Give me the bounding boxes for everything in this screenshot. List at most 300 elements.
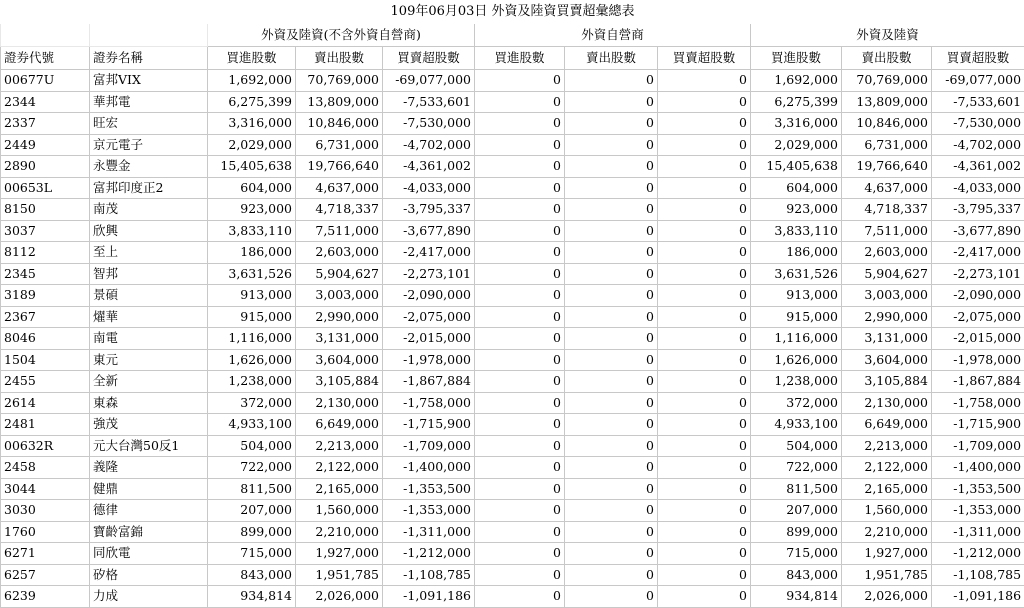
dealer-net-cell: 0 bbox=[658, 199, 751, 221]
dealer-buy-cell: 0 bbox=[475, 199, 565, 221]
buy-shares-cell: 504,000 bbox=[208, 435, 296, 457]
total-net-cell: -4,702,000 bbox=[932, 134, 1024, 156]
total-sell-cell: 3,604,000 bbox=[842, 349, 932, 371]
sell-shares-cell: 1,560,000 bbox=[296, 500, 383, 522]
total-sell-cell: 2,213,000 bbox=[842, 435, 932, 457]
net-shares-cell: -1,867,884 bbox=[383, 371, 475, 393]
stock-name-cell: 健鼎 bbox=[90, 478, 208, 500]
stock-code-cell: 2367 bbox=[1, 306, 90, 328]
buy-shares-cell: 372,000 bbox=[208, 392, 296, 414]
dealer-sell-cell: 0 bbox=[565, 177, 658, 199]
total-buy-cell: 6,275,399 bbox=[751, 91, 842, 113]
dealer-buy-cell: 0 bbox=[475, 70, 565, 92]
total-sell-cell: 70,769,000 bbox=[842, 70, 932, 92]
column-header-buy: 買進股數 bbox=[751, 47, 842, 70]
total-sell-cell: 2,130,000 bbox=[842, 392, 932, 414]
net-shares-cell: -2,273,101 bbox=[383, 263, 475, 285]
table-row bbox=[1, 134, 1024, 156]
stock-name-cell: 全新 bbox=[90, 371, 208, 393]
dealer-sell-cell: 0 bbox=[565, 435, 658, 457]
table-row bbox=[1, 113, 1024, 135]
stock-code-cell: 2614 bbox=[1, 392, 90, 414]
stock-name-cell: 永豐金 bbox=[90, 156, 208, 178]
stock-code-cell: 3037 bbox=[1, 220, 90, 242]
total-net-cell: -1,212,000 bbox=[932, 543, 1024, 565]
group-header-foreign-dealer: 外資自營商 bbox=[475, 24, 751, 47]
column-header-sell: 賣出股數 bbox=[565, 47, 658, 70]
sell-shares-cell: 2,026,000 bbox=[296, 586, 383, 608]
stock-code-cell: 2458 bbox=[1, 457, 90, 479]
sell-shares-cell: 6,731,000 bbox=[296, 134, 383, 156]
column-header-net: 買賣超股數 bbox=[383, 47, 475, 70]
stock-name-cell: 欣興 bbox=[90, 220, 208, 242]
total-net-cell: -1,400,000 bbox=[932, 457, 1024, 479]
stock-code-cell: 8046 bbox=[1, 328, 90, 350]
total-sell-cell: 5,904,627 bbox=[842, 263, 932, 285]
buy-shares-cell: 913,000 bbox=[208, 285, 296, 307]
dealer-net-cell: 0 bbox=[658, 70, 751, 92]
stock-name-cell: 華邦電 bbox=[90, 91, 208, 113]
total-buy-cell: 915,000 bbox=[751, 306, 842, 328]
total-net-cell: -1,353,500 bbox=[932, 478, 1024, 500]
total-net-cell: -4,033,000 bbox=[932, 177, 1024, 199]
dealer-net-cell: 0 bbox=[658, 263, 751, 285]
total-sell-cell: 6,649,000 bbox=[842, 414, 932, 436]
dealer-sell-cell: 0 bbox=[565, 156, 658, 178]
stock-code-cell: 3044 bbox=[1, 478, 90, 500]
stock-code-cell: 8150 bbox=[1, 199, 90, 221]
stock-code-cell: 2455 bbox=[1, 371, 90, 393]
table-row bbox=[1, 199, 1024, 221]
stock-code-cell: 2481 bbox=[1, 414, 90, 436]
dealer-net-cell: 0 bbox=[658, 113, 751, 135]
total-net-cell: -1,758,000 bbox=[932, 392, 1024, 414]
total-net-cell: -1,867,884 bbox=[932, 371, 1024, 393]
sell-shares-cell: 2,130,000 bbox=[296, 392, 383, 414]
buy-shares-cell: 3,316,000 bbox=[208, 113, 296, 135]
dealer-sell-cell: 0 bbox=[565, 521, 658, 543]
group-header-foreign-total: 外資及陸資 bbox=[751, 24, 1024, 47]
buy-shares-cell: 923,000 bbox=[208, 199, 296, 221]
dealer-buy-cell: 0 bbox=[475, 500, 565, 522]
total-buy-cell: 1,116,000 bbox=[751, 328, 842, 350]
dealer-sell-cell: 0 bbox=[565, 306, 658, 328]
dealer-buy-cell: 0 bbox=[475, 478, 565, 500]
net-shares-cell: -2,015,000 bbox=[383, 328, 475, 350]
net-shares-cell: -1,758,000 bbox=[383, 392, 475, 414]
net-shares-cell: -1,715,900 bbox=[383, 414, 475, 436]
total-buy-cell: 372,000 bbox=[751, 392, 842, 414]
total-net-cell: -3,677,890 bbox=[932, 220, 1024, 242]
dealer-buy-cell: 0 bbox=[475, 349, 565, 371]
stock-code-cell: 00632R bbox=[1, 435, 90, 457]
table-row bbox=[1, 457, 1024, 479]
total-sell-cell: 6,731,000 bbox=[842, 134, 932, 156]
total-sell-cell: 4,637,000 bbox=[842, 177, 932, 199]
dealer-sell-cell: 0 bbox=[565, 543, 658, 565]
dealer-net-cell: 0 bbox=[658, 478, 751, 500]
blank-cell bbox=[90, 24, 208, 47]
table-row bbox=[1, 478, 1024, 500]
dealer-buy-cell: 0 bbox=[475, 91, 565, 113]
dealer-sell-cell: 0 bbox=[565, 457, 658, 479]
buy-shares-cell: 1,692,000 bbox=[208, 70, 296, 92]
sell-shares-cell: 70,769,000 bbox=[296, 70, 383, 92]
buy-shares-cell: 4,933,100 bbox=[208, 414, 296, 436]
dealer-net-cell: 0 bbox=[658, 328, 751, 350]
stock-name-cell: 景碩 bbox=[90, 285, 208, 307]
total-buy-cell: 1,692,000 bbox=[751, 70, 842, 92]
total-sell-cell: 2,603,000 bbox=[842, 242, 932, 264]
net-shares-cell: -1,709,000 bbox=[383, 435, 475, 457]
stock-name-cell: 南電 bbox=[90, 328, 208, 350]
stock-name-cell: 智邦 bbox=[90, 263, 208, 285]
net-shares-cell: -4,033,000 bbox=[383, 177, 475, 199]
sell-shares-cell: 2,213,000 bbox=[296, 435, 383, 457]
dealer-net-cell: 0 bbox=[658, 306, 751, 328]
total-sell-cell: 2,122,000 bbox=[842, 457, 932, 479]
total-net-cell: -1,091,186 bbox=[932, 586, 1024, 608]
dealer-sell-cell: 0 bbox=[565, 134, 658, 156]
dealer-buy-cell: 0 bbox=[475, 457, 565, 479]
group-header-foreign-excl-dealer: 外資及陸資(不含外資自營商) bbox=[208, 24, 475, 47]
net-shares-cell: -1,400,000 bbox=[383, 457, 475, 479]
total-net-cell: -69,077,000 bbox=[932, 70, 1024, 92]
stock-code-cell: 2337 bbox=[1, 113, 90, 135]
dealer-net-cell: 0 bbox=[658, 349, 751, 371]
total-buy-cell: 15,405,638 bbox=[751, 156, 842, 178]
stock-code-cell: 6239 bbox=[1, 586, 90, 608]
total-net-cell: -1,709,000 bbox=[932, 435, 1024, 457]
stock-name-cell: 旺宏 bbox=[90, 113, 208, 135]
dealer-buy-cell: 0 bbox=[475, 134, 565, 156]
table-row bbox=[1, 349, 1024, 371]
total-sell-cell: 7,511,000 bbox=[842, 220, 932, 242]
buy-shares-cell: 811,500 bbox=[208, 478, 296, 500]
stock-code-cell: 3189 bbox=[1, 285, 90, 307]
total-net-cell: -1,108,785 bbox=[932, 564, 1024, 586]
stock-name-cell: 至上 bbox=[90, 242, 208, 264]
sell-shares-cell: 4,637,000 bbox=[296, 177, 383, 199]
total-sell-cell: 13,809,000 bbox=[842, 91, 932, 113]
total-net-cell: -3,795,337 bbox=[932, 199, 1024, 221]
table-row bbox=[1, 328, 1024, 350]
stock-name-cell: 同欣電 bbox=[90, 543, 208, 565]
stock-code-cell: 00677U bbox=[1, 70, 90, 92]
total-buy-cell: 1,626,000 bbox=[751, 349, 842, 371]
dealer-buy-cell: 0 bbox=[475, 156, 565, 178]
table-row bbox=[1, 242, 1024, 264]
total-net-cell: -1,311,000 bbox=[932, 521, 1024, 543]
buy-shares-cell: 2,029,000 bbox=[208, 134, 296, 156]
stock-name-cell: 京元電子 bbox=[90, 134, 208, 156]
dealer-net-cell: 0 bbox=[658, 242, 751, 264]
dealer-sell-cell: 0 bbox=[565, 91, 658, 113]
total-buy-cell: 3,316,000 bbox=[751, 113, 842, 135]
sell-shares-cell: 13,809,000 bbox=[296, 91, 383, 113]
total-sell-cell: 2,990,000 bbox=[842, 306, 932, 328]
dealer-buy-cell: 0 bbox=[475, 177, 565, 199]
dealer-buy-cell: 0 bbox=[475, 263, 565, 285]
net-shares-cell: -1,212,000 bbox=[383, 543, 475, 565]
dealer-net-cell: 0 bbox=[658, 220, 751, 242]
sell-shares-cell: 5,904,627 bbox=[296, 263, 383, 285]
stock-code-cell: 2890 bbox=[1, 156, 90, 178]
net-shares-cell: -7,530,000 bbox=[383, 113, 475, 135]
buy-shares-cell: 6,275,399 bbox=[208, 91, 296, 113]
buy-shares-cell: 3,631,526 bbox=[208, 263, 296, 285]
dealer-sell-cell: 0 bbox=[565, 263, 658, 285]
net-shares-cell: -1,108,785 bbox=[383, 564, 475, 586]
dealer-sell-cell: 0 bbox=[565, 500, 658, 522]
dealer-sell-cell: 0 bbox=[565, 478, 658, 500]
sell-shares-cell: 6,649,000 bbox=[296, 414, 383, 436]
total-net-cell: -1,715,900 bbox=[932, 414, 1024, 436]
buy-shares-cell: 715,000 bbox=[208, 543, 296, 565]
dealer-buy-cell: 0 bbox=[475, 113, 565, 135]
dealer-net-cell: 0 bbox=[658, 564, 751, 586]
total-net-cell: -2,090,000 bbox=[932, 285, 1024, 307]
sell-shares-cell: 3,131,000 bbox=[296, 328, 383, 350]
table-row bbox=[1, 543, 1024, 565]
net-shares-cell: -4,702,000 bbox=[383, 134, 475, 156]
net-shares-cell: -2,075,000 bbox=[383, 306, 475, 328]
dealer-buy-cell: 0 bbox=[475, 328, 565, 350]
table-row bbox=[1, 70, 1024, 92]
sell-shares-cell: 2,990,000 bbox=[296, 306, 383, 328]
table-row bbox=[1, 285, 1024, 307]
total-buy-cell: 722,000 bbox=[751, 457, 842, 479]
table-row bbox=[1, 586, 1024, 608]
dealer-sell-cell: 0 bbox=[565, 242, 658, 264]
net-shares-cell: -2,090,000 bbox=[383, 285, 475, 307]
dealer-net-cell: 0 bbox=[658, 435, 751, 457]
dealer-sell-cell: 0 bbox=[565, 328, 658, 350]
table-row bbox=[1, 500, 1024, 522]
net-shares-cell: -3,677,890 bbox=[383, 220, 475, 242]
sell-shares-cell: 1,927,000 bbox=[296, 543, 383, 565]
table-title: 109年06月03日 外資及陸資買賣超彙總表 bbox=[1, 1, 1024, 24]
total-net-cell: -4,361,002 bbox=[932, 156, 1024, 178]
blank-cell bbox=[1, 24, 90, 47]
stock-code-cell: 8112 bbox=[1, 242, 90, 264]
net-shares-cell: -1,353,000 bbox=[383, 500, 475, 522]
stock-name-cell: 矽格 bbox=[90, 564, 208, 586]
total-buy-cell: 604,000 bbox=[751, 177, 842, 199]
buy-shares-cell: 1,238,000 bbox=[208, 371, 296, 393]
table-row bbox=[1, 156, 1024, 178]
buy-shares-cell: 1,116,000 bbox=[208, 328, 296, 350]
column-header-code: 證券代號 bbox=[1, 47, 90, 70]
stock-code-cell: 1504 bbox=[1, 349, 90, 371]
total-sell-cell: 2,165,000 bbox=[842, 478, 932, 500]
dealer-sell-cell: 0 bbox=[565, 349, 658, 371]
dealer-sell-cell: 0 bbox=[565, 113, 658, 135]
sell-shares-cell: 2,603,000 bbox=[296, 242, 383, 264]
dealer-net-cell: 0 bbox=[658, 500, 751, 522]
net-shares-cell: -69,077,000 bbox=[383, 70, 475, 92]
dealer-sell-cell: 0 bbox=[565, 220, 658, 242]
total-buy-cell: 504,000 bbox=[751, 435, 842, 457]
table-row bbox=[1, 414, 1024, 436]
sell-shares-cell: 3,604,000 bbox=[296, 349, 383, 371]
dealer-net-cell: 0 bbox=[658, 371, 751, 393]
dealer-buy-cell: 0 bbox=[475, 285, 565, 307]
total-sell-cell: 3,105,884 bbox=[842, 371, 932, 393]
column-header-buy: 買進股數 bbox=[208, 47, 296, 70]
title-row bbox=[1, 1, 1024, 24]
buy-shares-cell: 722,000 bbox=[208, 457, 296, 479]
group-header-row bbox=[1, 24, 1024, 47]
total-net-cell: -2,417,000 bbox=[932, 242, 1024, 264]
buy-shares-cell: 3,833,110 bbox=[208, 220, 296, 242]
total-net-cell: -2,273,101 bbox=[932, 263, 1024, 285]
column-header-name: 證券名稱 bbox=[90, 47, 208, 70]
total-buy-cell: 2,029,000 bbox=[751, 134, 842, 156]
dealer-net-cell: 0 bbox=[658, 392, 751, 414]
dealer-buy-cell: 0 bbox=[475, 414, 565, 436]
net-shares-cell: -3,795,337 bbox=[383, 199, 475, 221]
table-row bbox=[1, 435, 1024, 457]
sell-shares-cell: 3,105,884 bbox=[296, 371, 383, 393]
net-shares-cell: -1,353,500 bbox=[383, 478, 475, 500]
table-row bbox=[1, 263, 1024, 285]
net-shares-cell: -2,417,000 bbox=[383, 242, 475, 264]
stock-code-cell: 2449 bbox=[1, 134, 90, 156]
total-sell-cell: 2,210,000 bbox=[842, 521, 932, 543]
buy-shares-cell: 1,626,000 bbox=[208, 349, 296, 371]
stock-name-cell: 燿華 bbox=[90, 306, 208, 328]
dealer-sell-cell: 0 bbox=[565, 199, 658, 221]
table-row bbox=[1, 392, 1024, 414]
column-header-buy: 買進股數 bbox=[475, 47, 565, 70]
dealer-net-cell: 0 bbox=[658, 177, 751, 199]
stock-name-cell: 富邦印度正2 bbox=[90, 177, 208, 199]
dealer-buy-cell: 0 bbox=[475, 543, 565, 565]
dealer-buy-cell: 0 bbox=[475, 371, 565, 393]
dealer-sell-cell: 0 bbox=[565, 285, 658, 307]
sell-shares-cell: 2,165,000 bbox=[296, 478, 383, 500]
sell-shares-cell: 2,122,000 bbox=[296, 457, 383, 479]
total-buy-cell: 811,500 bbox=[751, 478, 842, 500]
stock-code-cell: 6271 bbox=[1, 543, 90, 565]
net-shares-cell: -7,533,601 bbox=[383, 91, 475, 113]
total-net-cell: -1,978,000 bbox=[932, 349, 1024, 371]
dealer-buy-cell: 0 bbox=[475, 586, 565, 608]
stock-name-cell: 南茂 bbox=[90, 199, 208, 221]
dealer-net-cell: 0 bbox=[658, 285, 751, 307]
stock-code-cell: 2344 bbox=[1, 91, 90, 113]
total-net-cell: -7,530,000 bbox=[932, 113, 1024, 135]
stock-name-cell: 力成 bbox=[90, 586, 208, 608]
buy-shares-cell: 899,000 bbox=[208, 521, 296, 543]
total-buy-cell: 1,238,000 bbox=[751, 371, 842, 393]
stock-name-cell: 東森 bbox=[90, 392, 208, 414]
dealer-net-cell: 0 bbox=[658, 521, 751, 543]
stock-code-cell: 00653L bbox=[1, 177, 90, 199]
buy-shares-cell: 15,405,638 bbox=[208, 156, 296, 178]
sell-shares-cell: 3,003,000 bbox=[296, 285, 383, 307]
stock-name-cell: 寶齡富錦 bbox=[90, 521, 208, 543]
dealer-sell-cell: 0 bbox=[565, 371, 658, 393]
buy-shares-cell: 843,000 bbox=[208, 564, 296, 586]
total-sell-cell: 4,718,337 bbox=[842, 199, 932, 221]
buy-shares-cell: 915,000 bbox=[208, 306, 296, 328]
sell-shares-cell: 4,718,337 bbox=[296, 199, 383, 221]
sell-shares-cell: 2,210,000 bbox=[296, 521, 383, 543]
total-buy-cell: 3,631,526 bbox=[751, 263, 842, 285]
stock-code-cell: 6257 bbox=[1, 564, 90, 586]
table-row bbox=[1, 371, 1024, 393]
dealer-buy-cell: 0 bbox=[475, 521, 565, 543]
total-net-cell: -2,015,000 bbox=[932, 328, 1024, 350]
stock-name-cell: 元大台灣50反1 bbox=[90, 435, 208, 457]
total-buy-cell: 715,000 bbox=[751, 543, 842, 565]
buy-shares-cell: 604,000 bbox=[208, 177, 296, 199]
net-shares-cell: -1,311,000 bbox=[383, 521, 475, 543]
buy-shares-cell: 207,000 bbox=[208, 500, 296, 522]
sell-shares-cell: 10,846,000 bbox=[296, 113, 383, 135]
dealer-sell-cell: 0 bbox=[565, 392, 658, 414]
dealer-net-cell: 0 bbox=[658, 543, 751, 565]
table-row bbox=[1, 220, 1024, 242]
total-net-cell: -2,075,000 bbox=[932, 306, 1024, 328]
total-buy-cell: 3,833,110 bbox=[751, 220, 842, 242]
total-buy-cell: 843,000 bbox=[751, 564, 842, 586]
stock-name-cell: 德律 bbox=[90, 500, 208, 522]
dealer-buy-cell: 0 bbox=[475, 242, 565, 264]
total-sell-cell: 1,951,785 bbox=[842, 564, 932, 586]
total-sell-cell: 2,026,000 bbox=[842, 586, 932, 608]
column-header-net: 買賣超股數 bbox=[658, 47, 751, 70]
total-buy-cell: 186,000 bbox=[751, 242, 842, 264]
buy-shares-cell: 934,814 bbox=[208, 586, 296, 608]
stock-code-cell: 2345 bbox=[1, 263, 90, 285]
net-shares-cell: -4,361,002 bbox=[383, 156, 475, 178]
column-header-net: 買賣超股數 bbox=[932, 47, 1024, 70]
table-row bbox=[1, 564, 1024, 586]
total-sell-cell: 1,560,000 bbox=[842, 500, 932, 522]
table-row bbox=[1, 177, 1024, 199]
column-header-sell: 賣出股數 bbox=[842, 47, 932, 70]
sell-shares-cell: 19,766,640 bbox=[296, 156, 383, 178]
sell-shares-cell: 7,511,000 bbox=[296, 220, 383, 242]
net-shares-cell: -1,091,186 bbox=[383, 586, 475, 608]
dealer-net-cell: 0 bbox=[658, 586, 751, 608]
table-row bbox=[1, 306, 1024, 328]
total-buy-cell: 899,000 bbox=[751, 521, 842, 543]
total-sell-cell: 3,131,000 bbox=[842, 328, 932, 350]
dealer-buy-cell: 0 bbox=[475, 564, 565, 586]
dealer-buy-cell: 0 bbox=[475, 392, 565, 414]
dealer-net-cell: 0 bbox=[658, 91, 751, 113]
total-sell-cell: 10,846,000 bbox=[842, 113, 932, 135]
total-sell-cell: 1,927,000 bbox=[842, 543, 932, 565]
sell-shares-cell: 1,951,785 bbox=[296, 564, 383, 586]
total-buy-cell: 913,000 bbox=[751, 285, 842, 307]
net-shares-cell: -1,978,000 bbox=[383, 349, 475, 371]
total-buy-cell: 207,000 bbox=[751, 500, 842, 522]
total-sell-cell: 3,003,000 bbox=[842, 285, 932, 307]
stock-name-cell: 強茂 bbox=[90, 414, 208, 436]
dealer-sell-cell: 0 bbox=[565, 586, 658, 608]
dealer-net-cell: 0 bbox=[658, 457, 751, 479]
dealer-buy-cell: 0 bbox=[475, 220, 565, 242]
dealer-net-cell: 0 bbox=[658, 156, 751, 178]
stock-name-cell: 東元 bbox=[90, 349, 208, 371]
total-sell-cell: 19,766,640 bbox=[842, 156, 932, 178]
stock-code-cell: 1760 bbox=[1, 521, 90, 543]
